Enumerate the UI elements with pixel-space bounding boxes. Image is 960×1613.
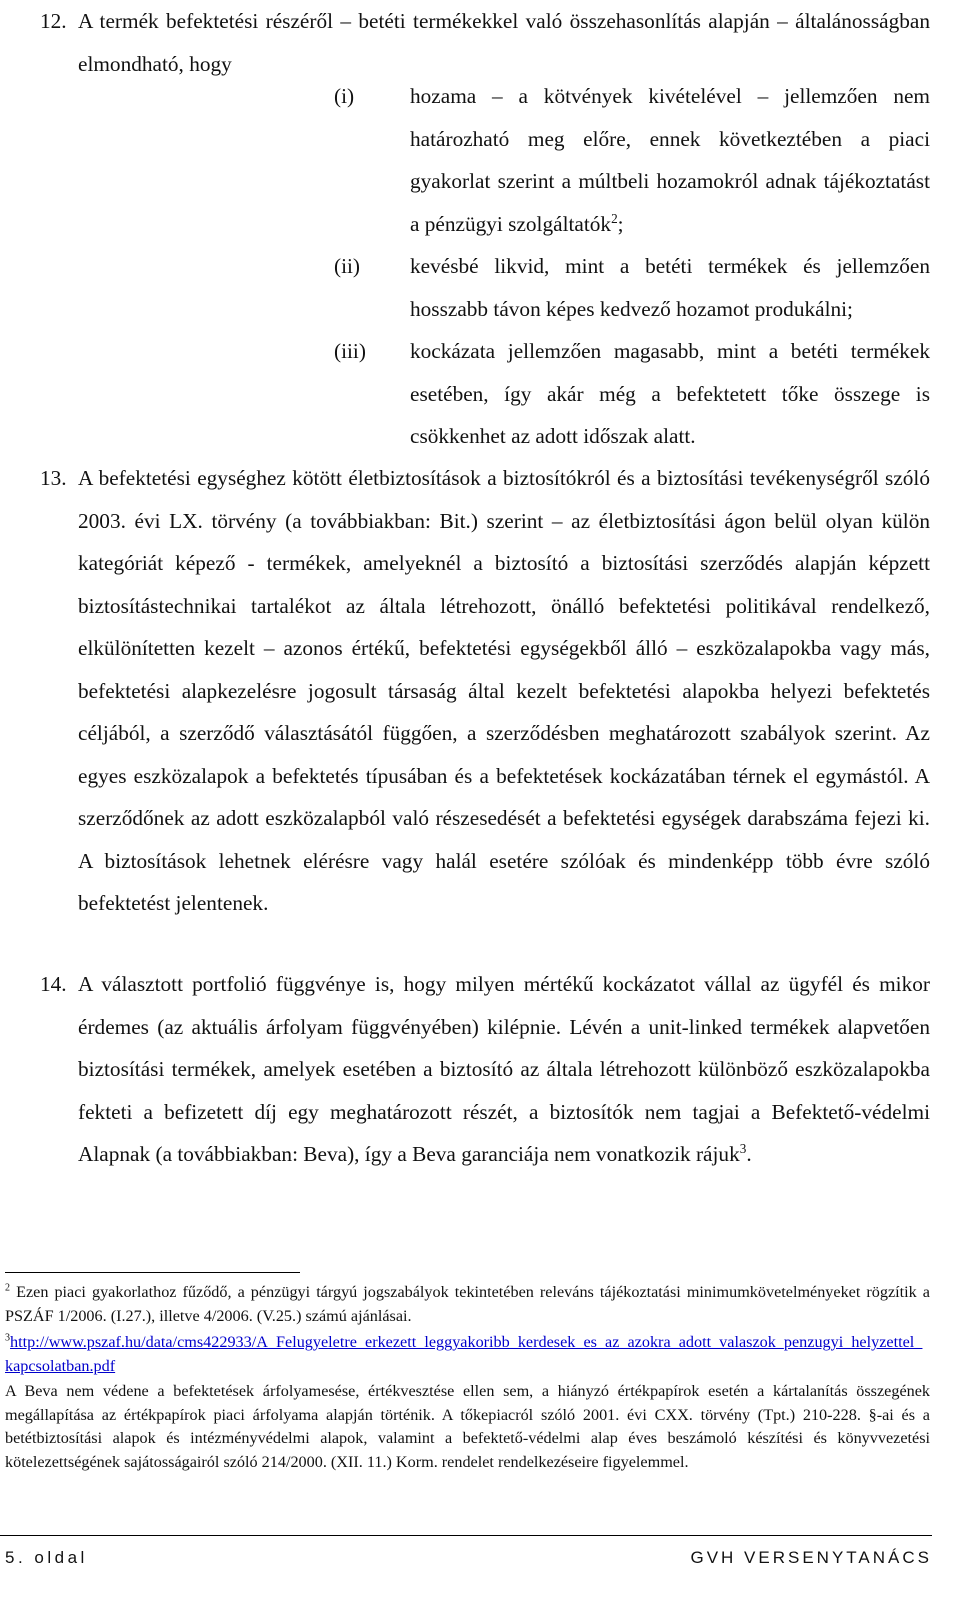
list-item-text-ii: kevésbé likvid, mint a betéti termékek és jellemzően hosszabb távon képes kedvező hozamot produkálni; [410,254,930,321]
footnote-3-text: A Beva nem védene a befektetések árfolyamesése, értékvesztése ellen sem, a hiányzó értékpapírok esetén a kártalanítás összegének megállapítása az értékpapírok piaci árfolyama alapján történik. A tőkepiacról szóló 2001. évi CXX. törvény (Tpt.) 210-228. §-ai és a betétbiztosítási alapok és intézményvédelmi alapok, valamint a befektető-védelmi alap éves beszámoló készítési és könyvvezetési kötelezettségének sajátosságairól szóló 214/2000. (XII. 11.) Korm. rendelet rendelkezéseire figyelemmel. [5,1382,930,1472]
paragraph-number-13: 13. [40,466,67,490]
footnote-3 [5,1331,930,1378]
paragraph-13: A befektetési egységhez kötött életbiztosítások a biztosítókról és a biztosítási tevékenységről szóló 2003. évi LX. törvény (a továbbiakban: Bit.) szerint – az életbiztosítási ágon belül olyan külön kategóriát képező - termékek, amelyeknél a biztosító a biztosítási szerződés alapján képzett biztosítástechnikai tartalékot az általa létrehozott, önálló befektetési politikával rendelkező, elkülönítetten kezelt – azonos értékű, befektetési egységekből álló – eszközalapokba vagy más, befektetési alapkezelésre jogosult társaság által kezelt befektetési alapokba helyezi befektetés céljából, a szerződő választásától függően, a szerződésben meghatározott szabályok szerint. Az egyes eszközalapok a befektetés típusában és a befektetések kockázatában térnek el egymástól. A szerződőnek az adott eszközalapból való részesedését a befektetési egységek darabszáma fejezi ki. A biztosítások lehetnek elérésre vagy halál esetére szólóak és mindenképp több évre szóló befektetést jelentenek. [78,466,930,915]
list-item-label-ii: (ii) [334,254,361,278]
list-item-label-iii: (iii) [334,339,366,363]
footer-separator [0,1535,932,1536]
list-item-text-iii: kockázata jellemzően magasabb, mint a betéti termékek esetében, így akár még a befektetett tőke összege is csökkenhet az adott időszak alatt. [410,339,930,448]
footnote-mark-3: 3 [5,1332,11,1344]
paragraph-number-12: 12. [40,9,67,33]
footnote-ref-2: 2 [611,210,618,226]
list-item-text-i: hozama – a kötvények kivételével – jellemzően nem határozható meg előre, ennek következtében a piaci gyakorlat szerint a múltbeli hozamokról adnak tájékoztatást a pénzügyi szolgáltatók$^2$; [410,84,930,236]
footer-organization: GVH VERSENYTANÁCS [690,1548,932,1567]
footnote-2: $^2$ Ezen piaci gyakorlathoz fűződő, a pénzügyi tárgyú jogszabályok tekintetében releváns tájékoztatási minimumkövetelményeket rögzítik a PSZÁF 1/2006. (I.27.), illetve 4/2006. (V.25.) számú ajánlásai. [5,1282,930,1325]
footnote-separator [5,1272,300,1273]
list-item-label-i: (i) [334,84,355,108]
footnote-mark-2: 2 [5,1282,11,1294]
footnote-3-link[interactable]: http://www.pszaf.hu/data/cms422933/A_Felugyeletre_erkezett_leggyakoribb_kerdesek_es_az_azokra_adott_valaszok_penzugyi_helyzettel_kapcsolatban.pdf [5,1333,923,1375]
footnote-ref-3: 3 [739,1140,747,1156]
paragraph-number-14: 14. [40,972,67,996]
paragraph-12-intro: A termék befektetési részéről – betéti termékekkel való összehasonlítás alapján – általánosságban elmondható, hogy [78,9,930,76]
paragraph-14: A választott portfolió függvénye is, hogy milyen mértékű kockázatot vállal az ügyfél és mikor érdemes (az aktuális árfolyam függvényében) kilépnie. Lévén a unit-linked termékek alapvetően biztosítási termékek, amelyek esetében a biztosító az általa létrehozott különböző eszközalapokba fekteti a befizetett díj egy meghatározott részét, a biztosítók nem tagjai a Befektető-védelmi Alapnak (a továbbiakban: Beva), így a Beva garanciája nem vonatkozik rájuk$^3$. [78,972,930,1166]
page-number: 5. oldal [5,1548,88,1567]
